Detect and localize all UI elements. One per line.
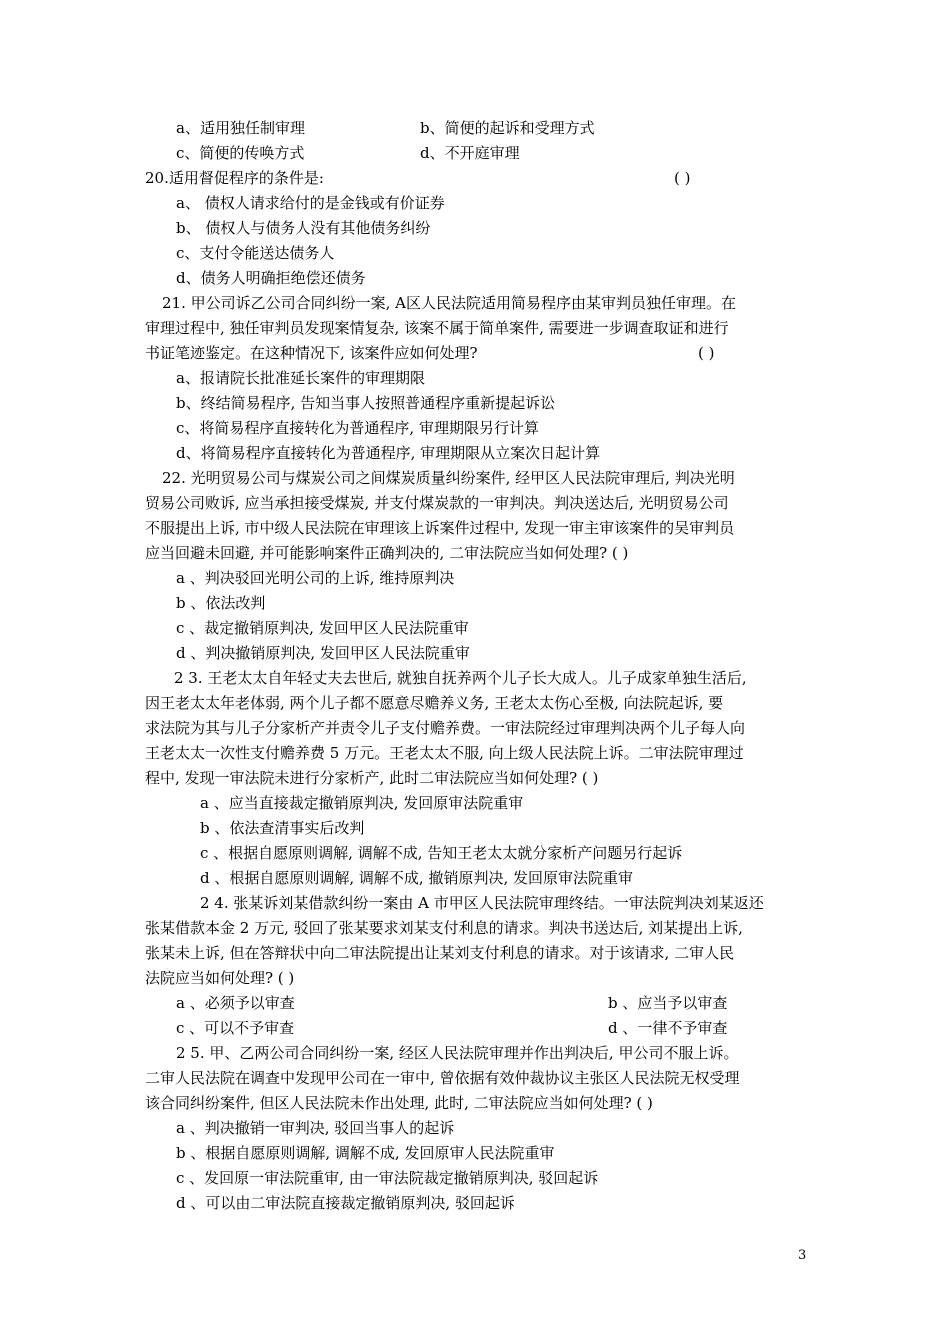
q19-option-b: b、简便的起诉和受理方式 bbox=[420, 119, 595, 137]
q21-option-d: d、将简易程序直接转化为普通程序, 审理期限从立案次日起计算 bbox=[176, 444, 601, 462]
q21-stem-line: 审理过程中, 独任审判员发现案情复杂, 该案不属于简单案件, 需要进一步调查取证和进行 bbox=[145, 319, 729, 337]
q19-option-a: a、适用独任制审理 bbox=[176, 119, 305, 137]
q25-option-b: b 、根据自愿原则调解, 调解不成, 发回原审人民法院重审 bbox=[176, 1144, 555, 1162]
q25-stem-line: 2 5. 甲、乙两公司合同纠纷一案, 经区人民法院审理并作出判决后, 甲公司不服上诉。 bbox=[176, 1044, 739, 1062]
q24-stem-line: 张某未上诉, 但在答辩状中向二审法院提出让某刘支付利息的请求。对于该请求, 二审人民 bbox=[145, 944, 735, 962]
q21-option-c: c、将简易程序直接转化为普通程序, 审理期限另行计算 bbox=[176, 419, 539, 437]
q23-option-a: a 、应当直接裁定撤销原判决, 发回原审法院重审 bbox=[200, 794, 524, 812]
q20-answer-paren: ( ) bbox=[674, 169, 691, 187]
q24-stem-line: 2 4. 张某诉刘某借款纠纷一案由 A 市甲区人民法院审理终结。一审法院判决刘某返还 bbox=[200, 894, 764, 912]
q24-option-d: d 、一律不予审查 bbox=[608, 1019, 728, 1037]
q24-stem-line: 法院应当如何处理? ( ) bbox=[145, 969, 295, 987]
q23-stem-line: 2 3. 王老太太自年轻丈夫去世后, 就独自抚养两个儿子长大成人。儿子成家单独生活后, bbox=[174, 669, 747, 687]
q20-option-d: d、债务人明确拒绝偿还债务 bbox=[176, 269, 366, 287]
q20-option-c: c、支付令能送达债务人 bbox=[176, 244, 335, 262]
q22-stem-line: 不服提出上诉, 市中级人民法院在审理该上诉案件过程中, 发现一审主审该案件的吴审判员 bbox=[145, 519, 735, 537]
q22-option-c: c 、裁定撤销原判决, 发回甲区人民法院重审 bbox=[176, 619, 469, 637]
q22-stem-line: 22. 光明贸易公司与煤炭公司之间煤炭质量纠纷案件, 经甲区人民法院审理后, 判决光明 bbox=[162, 469, 735, 487]
q23-stem-line: 求法院为其与儿子分家析产并责令儿子支付赡养费。一审法院经过审理判决两个儿子每人向 bbox=[145, 719, 746, 737]
q25-stem-line: 二审人民法院在调查中发现甲公司在一审中, 曾依据有效仲裁协议主张区人民法院无权受理 bbox=[145, 1069, 740, 1087]
q22-stem-line: 应当回避未回避, 并可能影响案件正确判决的, 二审法院应当如何处理? ( ) bbox=[145, 544, 629, 562]
q25-option-d: d 、可以由二审法院直接裁定撤销原判决, 驳回起诉 bbox=[176, 1194, 515, 1212]
q22-option-b: b 、依法改判 bbox=[176, 594, 266, 612]
q21-stem-line: 书证笔迹鉴定。在这种情况下, 该案件应如何处理? bbox=[145, 344, 478, 362]
q22-stem-line: 贸易公司败诉, 应当承担接受煤炭, 并支付煤炭款的一审判决。判决送达后, 光明贸易公司 bbox=[145, 494, 729, 512]
q19-option-c: c、简便的传唤方式 bbox=[176, 144, 305, 162]
q20-option-a: a、 债权人请求给付的是金钱或有价证券 bbox=[176, 194, 445, 212]
q22-option-a: a 、判决驳回光明公司的上诉, 维持原判决 bbox=[176, 569, 455, 587]
q24-option-c: c 、可以不予审查 bbox=[176, 1019, 295, 1037]
q22-option-d: d 、判决撤销原判决, 发回甲区人民法院重审 bbox=[176, 644, 470, 662]
q24-option-b: b 、应当予以审查 bbox=[608, 994, 728, 1012]
q21-option-a: a、报请院长批准延长案件的审理期限 bbox=[176, 369, 425, 387]
q21-stem-line: 21. 甲公司诉乙公司合同纠纷一案, A区人民法院适用简易程序由某审判员独任审理。在 bbox=[162, 294, 736, 312]
q23-stem-line: 王老太太一次性支付赡养费 5 万元。王老太太不服, 向上级人民法院上诉。二审法院审理过 bbox=[145, 744, 744, 762]
q23-stem-line: 因王老太太年老体弱, 两个儿子都不愿意尽赡养义务, 王老太太伤心至极, 向法院起诉, 要 bbox=[145, 694, 724, 712]
q24-stem-line: 张某借款本金 2 万元, 驳回了张某要求刘某支付利息的请求。判决书送达后, 刘某提出上诉, bbox=[145, 919, 743, 937]
page-number: 3 bbox=[798, 1248, 807, 1263]
q21-answer-paren: ( ) bbox=[698, 344, 715, 362]
q21-option-b: b、终结简易程序, 告知当事人按照普通程序重新提起诉讼 bbox=[176, 394, 556, 412]
q23-option-d: d 、根据自愿原则调解, 调解不成, 撤销原判决, 发回原审法院重审 bbox=[200, 869, 633, 887]
q19-option-d: d、不开庭审理 bbox=[420, 144, 520, 162]
q23-option-c: c 、根据自愿原则调解, 调解不成, 告知王老太太就分家析产问题另行起诉 bbox=[200, 844, 683, 862]
q20-option-b: b、 债权人与债务人没有其他债务纠纷 bbox=[176, 219, 431, 237]
q20-stem: 20.适用督促程序的条件是: bbox=[145, 169, 324, 187]
q25-option-a: a 、判决撤销一审判决, 驳回当事人的起诉 bbox=[176, 1119, 455, 1137]
q23-option-b: b 、依法查清事实后改判 bbox=[200, 819, 365, 837]
q25-stem-line: 该合同纠纷案件, 但区人民法院未作出处理, 此时, 二审法院应当如何处理? ( ) bbox=[145, 1094, 653, 1112]
q24-option-a: a 、必须予以审查 bbox=[176, 994, 295, 1012]
q25-option-c: c 、发回原一审法院重审, 由一审法院裁定撤销原判决, 驳回起诉 bbox=[176, 1169, 599, 1187]
q23-stem-line: 程中, 发现一审法院未进行分家析产, 此时二审法院应当如何处理? ( ) bbox=[145, 769, 599, 787]
